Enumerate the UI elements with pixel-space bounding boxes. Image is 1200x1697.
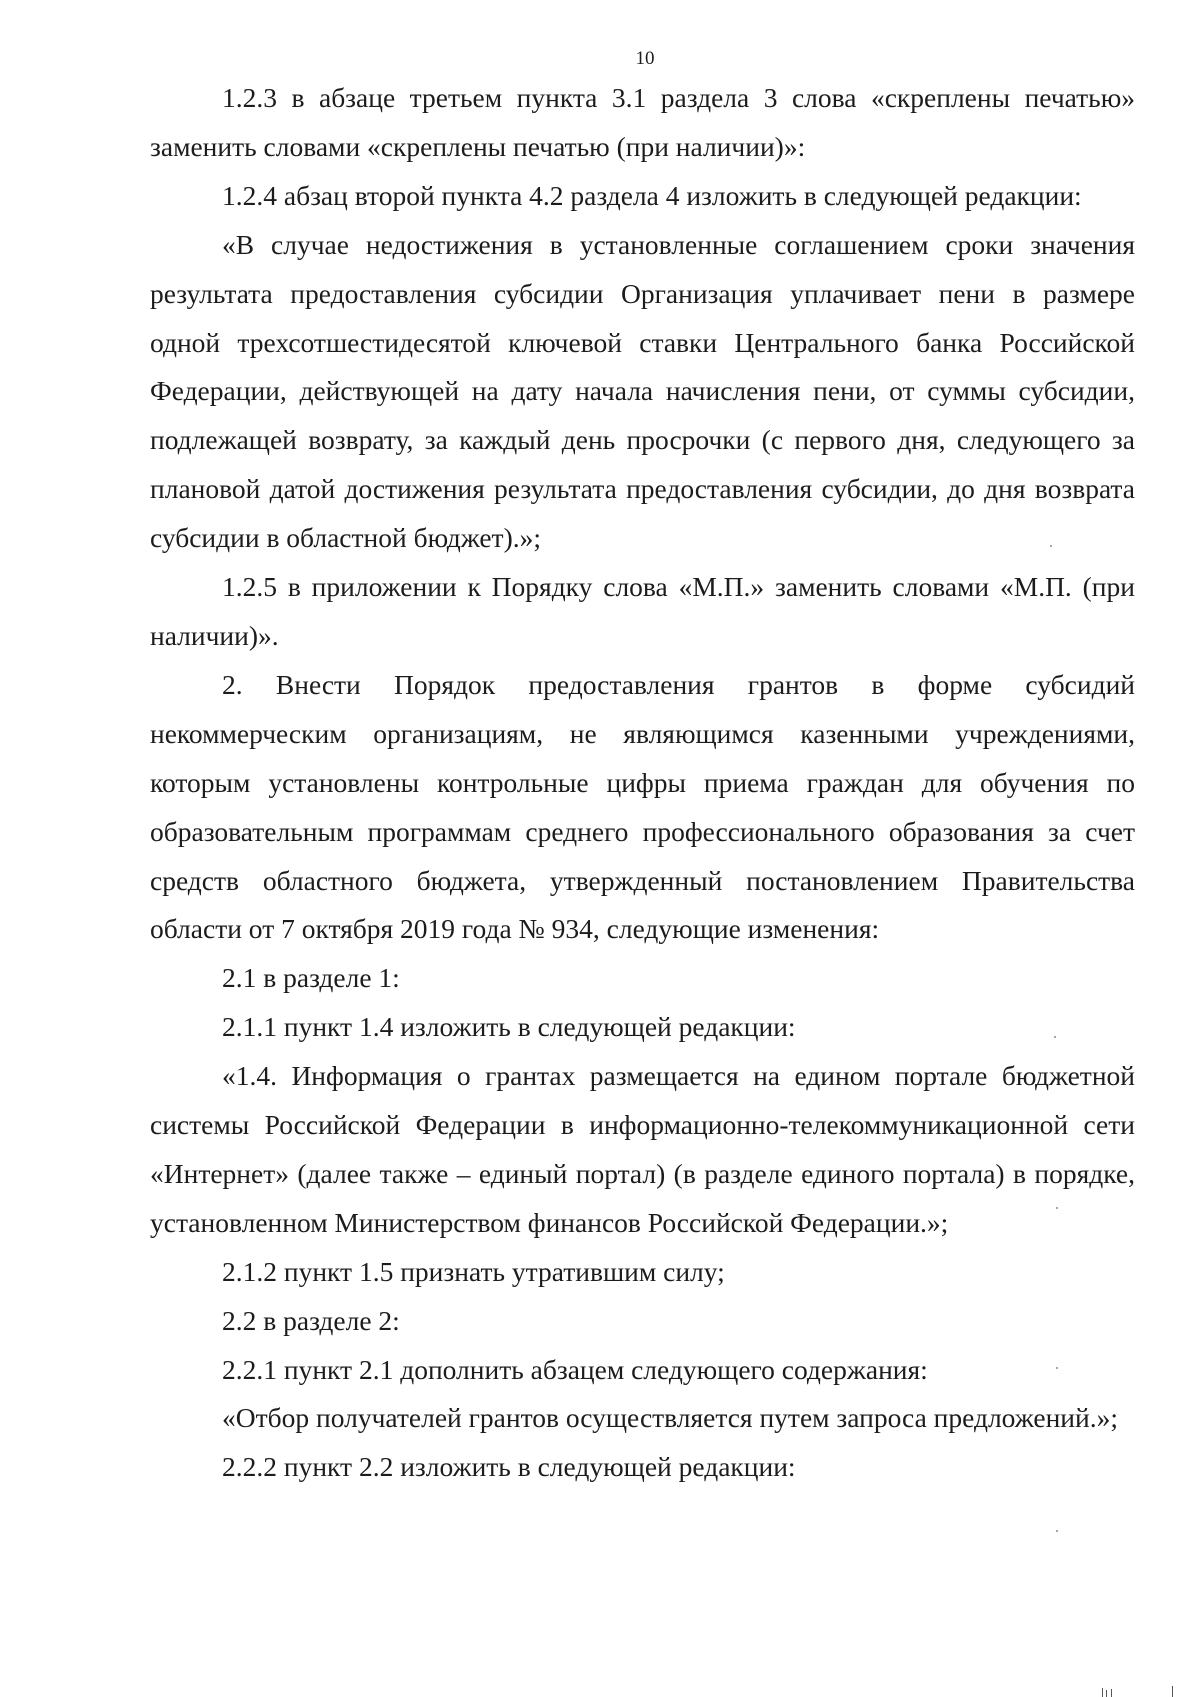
scan-edge-mark [1106, 1690, 1107, 1697]
paragraph-quote-selection: «Отбор получателей грантов осуществляется путем запроса предложений.»; [222, 1402, 1119, 1434]
scan-speck [1056, 1367, 1058, 1369]
scan-speck [1056, 1207, 1058, 1209]
scan-speck [1056, 1530, 1058, 1532]
scan-edge-mark [1102, 1688, 1103, 1697]
paragraph-quote-1-4: «1.4. Информация о грантах размещается на едином портале бюджетной системы Российской Федерации в информационно-телекоммуникационной сети «Интернет» (далее также – единый портал) (в разделе единого портала) в порядке, установленном Министерством финансов Российской Федерации.»; [150, 1060, 1135, 1238]
scan-edge-mark [1111, 1689, 1112, 1697]
page-number: 10 [635, 48, 655, 69]
paragraph-2-2-2: 2.2.2 пункт 2.2 изложить в следующей редакции: [222, 1451, 796, 1483]
scan-speck [1054, 1036, 1056, 1038]
paragraph-1-2-3: 1.2.3 в абзаце третьем пункта 3.1 раздела 3 слова «скреплены печатью» заменить словами «скреплены печатью (при наличии)»: [150, 82, 1135, 162]
paragraph-2-2: 2.2 в разделе 2: [222, 1304, 400, 1336]
paragraph-2-1-1: 2.1.1 пункт 1.4 изложить в следующей редакции: [222, 1011, 796, 1043]
paragraph-1-2-4: 1.2.4 абзац второй пункта 4.2 раздела 4 изложить в следующей редакции: [222, 179, 1082, 211]
paragraph-1-2-5: 1.2.5 в приложении к Порядку слова «М.П.» заменить словами «М.П. (при наличии)». [150, 571, 1135, 651]
paragraph-2: 2. Внести Порядок предоставления грантов в форме субсидий некоммерческим организациям, не являющимся казенными учреждениями, которым установлены контрольные цифры приема граждан для обучения по образовательным программам среднего профессионального образования за счет средств областного бюджета, утвержденный постановлением Правительства области от 7 октября 2019 года № 934, следующие изменения: [150, 668, 1135, 945]
paragraph-quote-penalty: «В случае недостижения в установленные соглашением сроки значения результата предоставления субсидии Организация уплачивает пени в размере одной трехсотшестидесятой ключевой ставки Центрального банка Российской Федерации, действующей на дату начала начисления пени, от суммы субсидии, подлежащей возврату, за каждый день просрочки (с первого дня, следующего за плановой датой достижения результата предоставления субсидии, до дня возврата субсидии в областной бюджет).»; [150, 228, 1135, 554]
document-body [150, 74, 1135, 1492]
paragraph-2-1-2: 2.1.2 пункт 1.5 признать утратившим силу; [222, 1255, 725, 1287]
scan-edge-mark [1172, 1686, 1173, 1697]
paragraph-2-1: 2.1 в разделе 1: [222, 962, 400, 994]
paragraph-2-2-1: 2.2.1 пункт 2.1 дополнить абзацем следующего содержания: [222, 1353, 928, 1385]
scan-speck [1050, 545, 1052, 547]
